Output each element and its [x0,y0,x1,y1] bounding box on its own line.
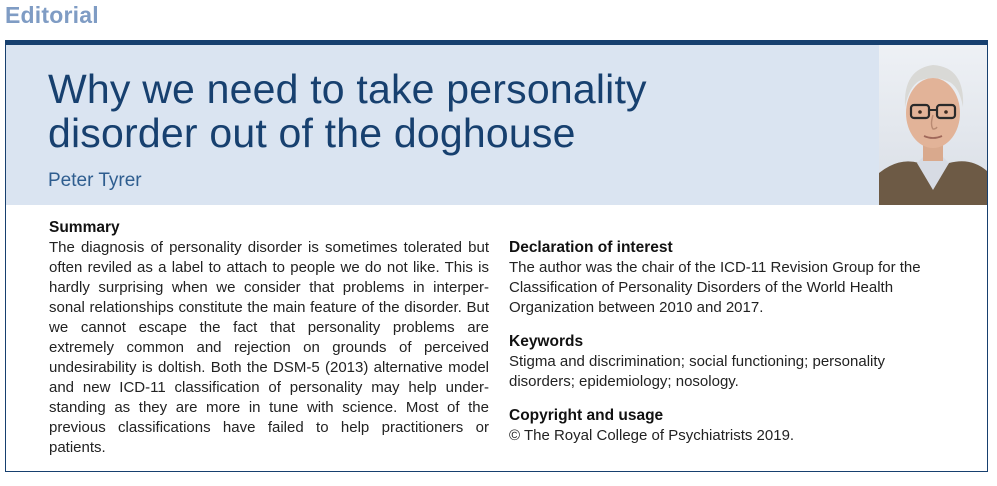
summary-text: The diagnosis of personality disorder is sometimes tolerated but often reviled as a label to attach to people we do not like. This is hardly surprising when we consider that problems in interper-sonal relationships constitute the main feature of the disorder. But we cannot escape the fact that personality problems are extremely common and rejection on grounds of perceived undesirability is doltish. Both the DSM-5 (2013) alternative model and new ICD-11 classification of personality may help under-standing as they are more in tune with science. Most of the previous classifications have failed to help practitioners or patients. [49,239,489,456]
declaration-text: The author was the chair of the ICD-11 Revision Group for the Classification of Personality Disorders of the World Health Organization between 2010 and 2017. [509,259,921,316]
keywords-section [509,332,949,392]
title-line-1: Why we need to take personality [48,66,647,112]
copyright-text: © The Royal College of Psychiatrists 2019. [509,427,795,444]
keywords-heading: Keywords [509,333,584,350]
summary-column [49,218,489,466]
section-label: Editorial [5,2,99,28]
summary-heading: Summary [49,219,120,236]
side-column [509,238,949,454]
author-photo [879,45,987,205]
article-title [48,67,868,155]
declaration-section [509,238,949,318]
keywords-text: Stigma and discrimination; social functioning; personality disorders; epidemiology; nosology. [509,353,886,390]
summary-section [49,218,489,458]
declaration-heading: Declaration of interest [509,239,673,256]
title-line-2: disorder out of the doghouse [48,110,576,156]
author-name: Peter Tyrer [48,170,142,191]
copyright-section [509,406,949,446]
copyright-heading: Copyright and usage [509,407,664,424]
